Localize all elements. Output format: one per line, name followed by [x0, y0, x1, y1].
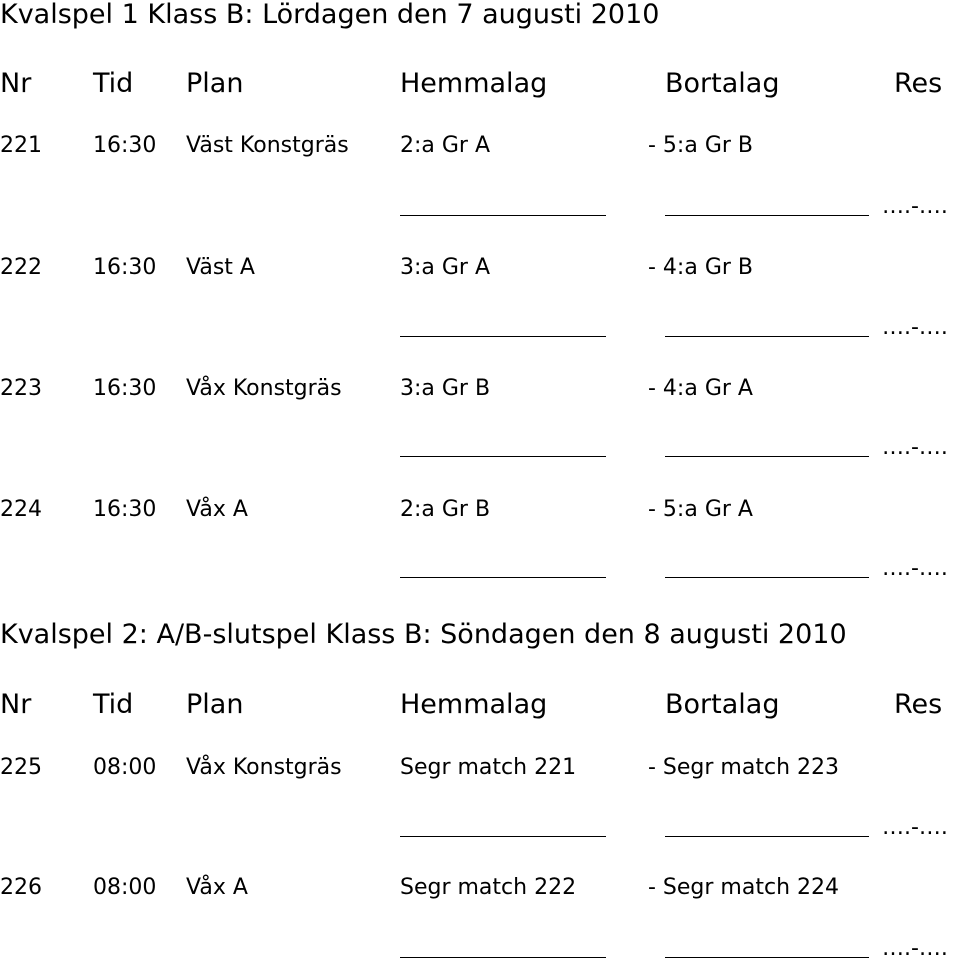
header-bortalag: Bortalag	[665, 689, 780, 720]
match-result: ….-….	[882, 936, 948, 961]
header-hemmalag: Hemmalag	[400, 689, 548, 720]
header-tid: Tid	[93, 68, 134, 99]
match-plan: Våx Konstgräs	[186, 755, 342, 780]
section-2-title: Kvalspel 2: A/B-slutspel Klass B: Söndagen den 8 augusti 2010	[0, 619, 847, 650]
away-score-line	[665, 215, 869, 216]
match-bortalag: - Segr match 223	[648, 755, 839, 780]
header-bortalag: Bortalag	[665, 68, 780, 99]
match-tid: 16:30	[93, 376, 157, 401]
match-plan: Våx A	[186, 875, 248, 900]
match-bortalag: - 5:a Gr A	[648, 497, 753, 522]
home-score-line	[400, 336, 606, 337]
match-plan: Väst Konstgräs	[186, 133, 349, 158]
home-score-line	[400, 577, 606, 578]
match-tid: 08:00	[93, 755, 157, 780]
home-score-line	[400, 456, 606, 457]
match-nr: 224	[0, 497, 42, 522]
match-bortalag: - 5:a Gr B	[648, 133, 753, 158]
away-score-line	[665, 577, 869, 578]
match-plan: Våx Konstgräs	[186, 376, 342, 401]
match-bortalag: - 4:a Gr B	[648, 255, 753, 280]
home-score-line	[400, 957, 606, 958]
match-tid: 16:30	[93, 497, 157, 522]
match-nr: 226	[0, 875, 42, 900]
match-bortalag: - 4:a Gr A	[648, 376, 753, 401]
away-score-line	[665, 836, 869, 837]
away-score-line	[665, 957, 869, 958]
header-hemmalag: Hemmalag	[400, 68, 548, 99]
header-res: Res	[894, 68, 943, 99]
match-hemmalag: 3:a Gr B	[400, 376, 491, 401]
match-result: ….-….	[882, 194, 948, 219]
match-tid: 16:30	[93, 255, 157, 280]
match-nr: 222	[0, 255, 42, 280]
match-result: ….-….	[882, 556, 948, 581]
match-nr: 223	[0, 376, 42, 401]
match-hemmalag: 3:a Gr A	[400, 255, 491, 280]
header-tid: Tid	[93, 689, 134, 720]
match-plan: Våx A	[186, 497, 248, 522]
header-nr: Nr	[0, 68, 32, 99]
match-hemmalag: Segr match 221	[400, 755, 577, 780]
header-res: Res	[894, 689, 943, 720]
match-hemmalag: 2:a Gr B	[400, 497, 491, 522]
match-plan: Väst A	[186, 255, 255, 280]
match-result: ….-….	[882, 315, 948, 340]
match-hemmalag: 2:a Gr A	[400, 133, 491, 158]
match-result: ….-….	[882, 815, 948, 840]
match-tid: 08:00	[93, 875, 157, 900]
header-nr: Nr	[0, 689, 32, 720]
home-score-line	[400, 836, 606, 837]
away-score-line	[665, 456, 869, 457]
home-score-line	[400, 215, 606, 216]
match-tid: 16:30	[93, 133, 157, 158]
header-plan: Plan	[186, 689, 244, 720]
match-nr: 225	[0, 755, 42, 780]
match-bortalag: - Segr match 224	[648, 875, 839, 900]
header-plan: Plan	[186, 68, 244, 99]
away-score-line	[665, 336, 869, 337]
match-nr: 221	[0, 133, 42, 158]
match-result: ….-….	[882, 435, 948, 460]
match-hemmalag: Segr match 222	[400, 875, 577, 900]
section-1-title: Kvalspel 1 Klass B: Lördagen den 7 augusti 2010	[0, 0, 660, 30]
